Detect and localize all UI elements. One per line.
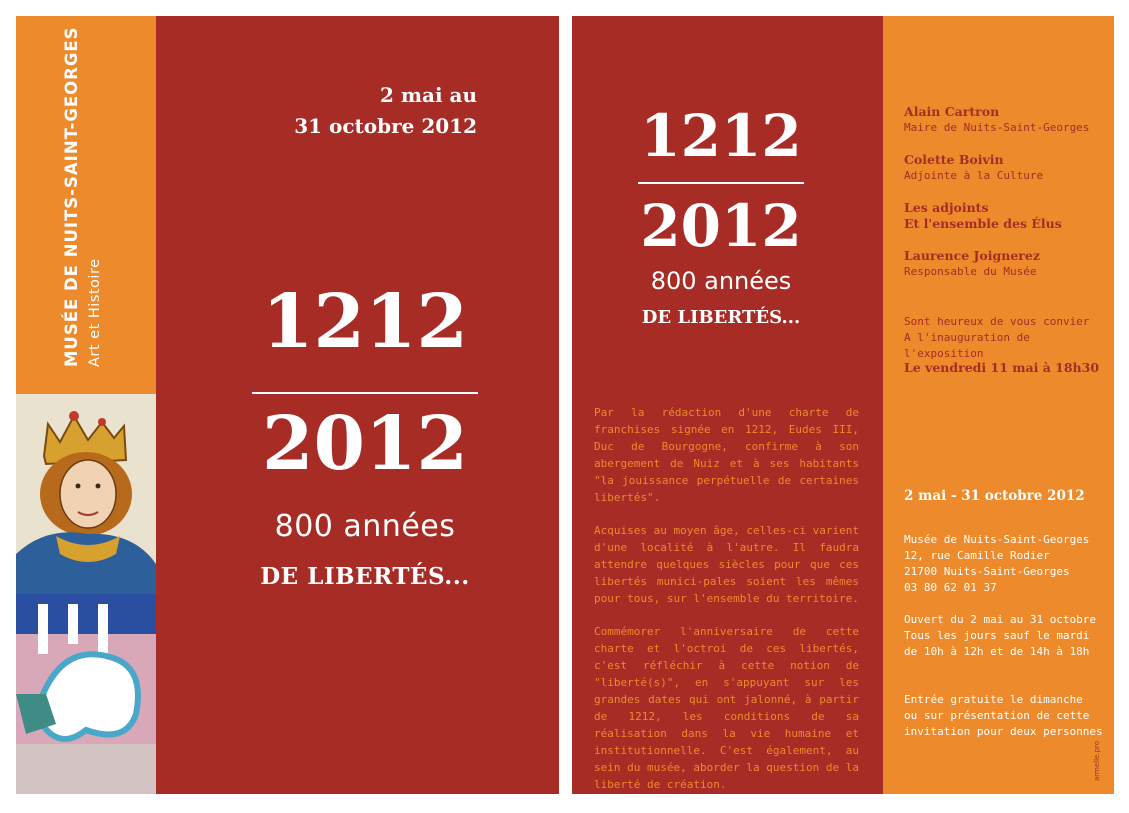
address-line: 12, rue Camille Rodier — [904, 549, 1050, 562]
inside-libertes: DE LIBERTÉS... — [641, 307, 801, 328]
host-entry — [904, 248, 1109, 280]
entry-info — [904, 692, 1109, 740]
cover-dates-line1: 2 mai au — [379, 83, 477, 107]
king-illustration-image — [16, 394, 156, 794]
host-name: Laurence Joignerez — [904, 248, 1040, 263]
cover-libertes: DE LIBERTÉS... — [260, 563, 470, 590]
invitation-line: A l'inauguration de l'exposition — [904, 331, 1030, 360]
opening-hours — [904, 612, 1109, 660]
host-entry — [904, 200, 1109, 232]
cover-red-panel — [156, 16, 559, 794]
cover-year-1212: 1212 — [262, 279, 468, 365]
charter-paragraph: Par la rédaction d'une charte de franchises signée en 1212, Eudes III, Duc de Bourgogne, confirme à son abergement de Nuiz et à ses habitants "la jouissance perpétuelle de certaines libertés". — [594, 406, 859, 504]
cover-year-2012: 2012 — [262, 401, 468, 487]
entry-line: Entrée gratuite le dimanche — [904, 693, 1083, 706]
host-role: Adjointe à la Culture — [904, 169, 1044, 182]
cover-dates — [294, 80, 477, 142]
museum-subtitle: Art et Histoire — [87, 258, 103, 367]
hosts-list — [904, 104, 1109, 296]
host-role: Maire de Nuits-Saint-Georges — [904, 121, 1090, 134]
entry-line: ou sur présentation de cette — [904, 709, 1090, 722]
invitation-line: Sont heureux de vous convier — [904, 315, 1090, 328]
inside-page — [572, 16, 1114, 794]
designer-credit: armelle.pro — [1093, 740, 1101, 782]
address-line: 21700 Nuits-Saint-Georges — [904, 565, 1070, 578]
host-role: Responsable du Musée — [904, 265, 1037, 278]
medieval-king-illustration — [16, 394, 156, 794]
entry-line: invitation pour deux personnes — [904, 725, 1103, 738]
cover-dates-line2: 31 octobre 2012 — [294, 114, 477, 138]
charter-text — [594, 404, 859, 809]
host-entry — [904, 104, 1109, 136]
host-name: Les adjoints — [904, 200, 989, 215]
inauguration-date: Le vendredi 11 mai à 18h30 — [904, 360, 1100, 375]
museum-address — [904, 532, 1109, 596]
phone-number: 03 80 62 01 37 — [904, 581, 997, 594]
exhibition-dates: 2 mai - 31 octobre 2012 — [904, 488, 1085, 504]
host-name: Alain Cartron — [904, 104, 1000, 119]
inside-red-panel — [572, 16, 883, 794]
museum-vertical-title — [51, 25, 121, 385]
charter-paragraph: Commémorer l'anniversaire de cette charte et l'octroi de ces libertés, c'est réfléchir à cette notion de "liberté(s)", en s'appuyant sur les grandes dates qui ont jalonné, à partir de 1212, les conditions de sa réalisation dans la vie humaine et institutionnelle. C'est également, au sein du musée, aborder la question de la liberté de création. — [594, 625, 859, 791]
museum-name: MUSÉE DE NUITS-SAINT-GEORGES — [62, 26, 81, 367]
invitation-text — [904, 314, 1109, 362]
inside-divider — [638, 182, 804, 184]
hours-line: Ouvert du 2 mai au 31 octobre — [904, 613, 1097, 626]
charter-paragraph: Acquises au moyen âge, celles-ci varient d'une localité à l'autre. Il faudra attendre quelques siècles pour que ces libertés munici-pales soient les mêmes pour tous, sur l'ensemble du territoire. — [594, 524, 859, 605]
cover-page — [16, 16, 559, 794]
address-line: Musée de Nuits-Saint-Georges — [904, 533, 1090, 546]
cover-years-label: 800 années — [274, 509, 456, 544]
inside-year-1212: 1212 — [640, 102, 802, 170]
cover-divider — [252, 392, 478, 394]
cover-orange-band — [16, 16, 156, 394]
inside-year-2012: 2012 — [640, 192, 802, 260]
host-name: Colette Boivin — [904, 152, 1004, 167]
hours-line: Tous les jours sauf le mardi — [904, 629, 1090, 642]
inside-years-label: 800 années — [650, 267, 792, 295]
host-name-line2: Et l'ensemble des Élus — [904, 216, 1062, 231]
hours-line: de 10h à 12h et de 14h à 18h — [904, 645, 1090, 658]
host-entry — [904, 152, 1109, 184]
